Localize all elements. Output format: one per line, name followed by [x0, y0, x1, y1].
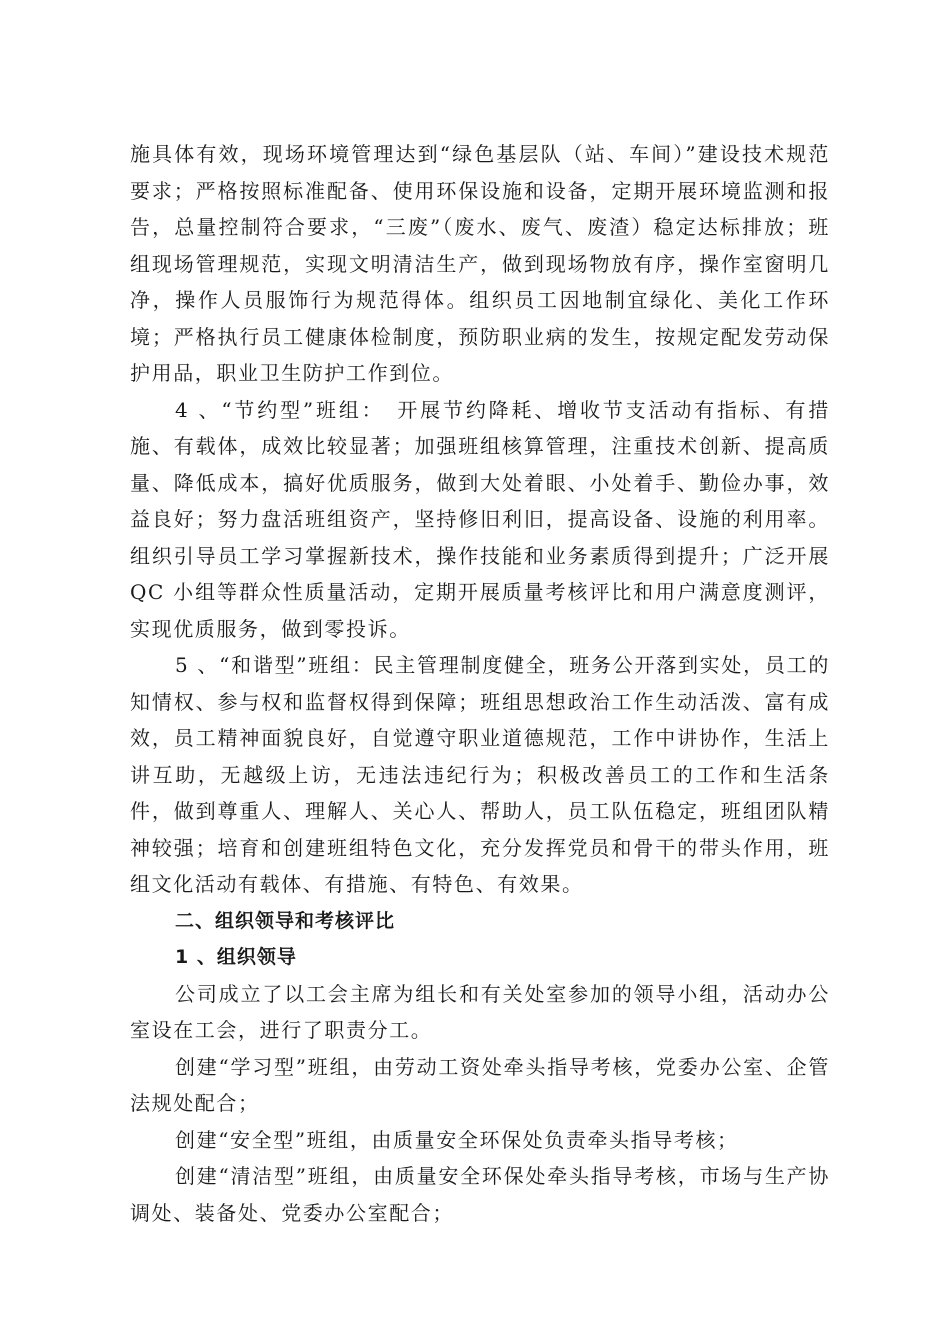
body-paragraph-clean-team: 创建“清洁型”班组，由质量安全环保处牵头指导考核，市场与生产协调处、装备处、党委办公室配合； [130, 1164, 830, 1225]
document-page [130, 136, 830, 1231]
body-paragraph-safety-team: 创建“安全型”班组，由质量安全环保处负责牵头指导考核； [175, 1127, 739, 1152]
subsection-heading-leadership: 1 、组织领导 [175, 946, 297, 968]
body-paragraph-item-5-harmony: 5 、“和谐型”班组：民主管理制度健全，班务公开落到实处，员工的知情权、参与权和监督权得到保障；班组思想政治工作生动活泼、富有成效，员工精神面貌良好，自觉遵守职业道德规范，工作中讲协作，生活上讲互助，无越级上访，无违法违纪行为；积极改善员工的工作和生活条件，做到尊重人、理解人、关心人、帮助人，员工队伍稳定，班组团队精神较强；培育和创建班组特色文化，充分发挥党员和骨干的带头作用，班组文化活动有载体、有措施、有特色、有效果。 [130, 653, 830, 896]
section-heading-organization: 二、组织领导和考核评比 [175, 909, 396, 932]
body-paragraph-leadership-group: 公司成立了以工会主席为组长和有关处室参加的领导小组，活动办公室设在工会，进行了职责分工。 [130, 981, 830, 1042]
body-paragraph-cleaning-continued: 施具体有效，现场环境管理达到“绿色基层队（站、车间）”建设技术规范要求；严格按照标准配备、使用环保设施和设备，定期开展环境监测和报告，总量控制符合要求，“三废”（废水、废气、废渣）稳定达标排放；班组现场管理规范，实现文明清洁生产，做到现场物放有序，操作室窗明几净，操作人员服饰行为规范得体。组织员工因地制宜绿化、美化工作环境；严格执行员工健康体检制度，预防职业病的发生，按规定配发劳动保护用品，职业卫生防护工作到位。 [130, 142, 830, 385]
body-paragraph-item-4-economy: 4 、“节约型”班组： 开展节约降耗、增收节支活动有指标、有措施、有载体，成效比较显著；加强班组核算管理，注重技术创新、提高质量、降低成本，搞好优质服务，做到大处着眼、小处着手、勤俭办事，效益良好；努力盘活班组资产，坚持修旧利旧，提高设备、设施的利用率。组织引导员工学习掌握新技术，操作技能和业务素质得到提升；广泛开展QC 小组等群众性质量活动，定期开展质量考核评比和用户满意度测评，实现优质服务，做到零投诉。 [130, 397, 830, 641]
body-paragraph-learning-team: 创建“学习型”班组，由劳动工资处牵头指导考核，党委办公室、企管法规处配合； [130, 1054, 830, 1115]
